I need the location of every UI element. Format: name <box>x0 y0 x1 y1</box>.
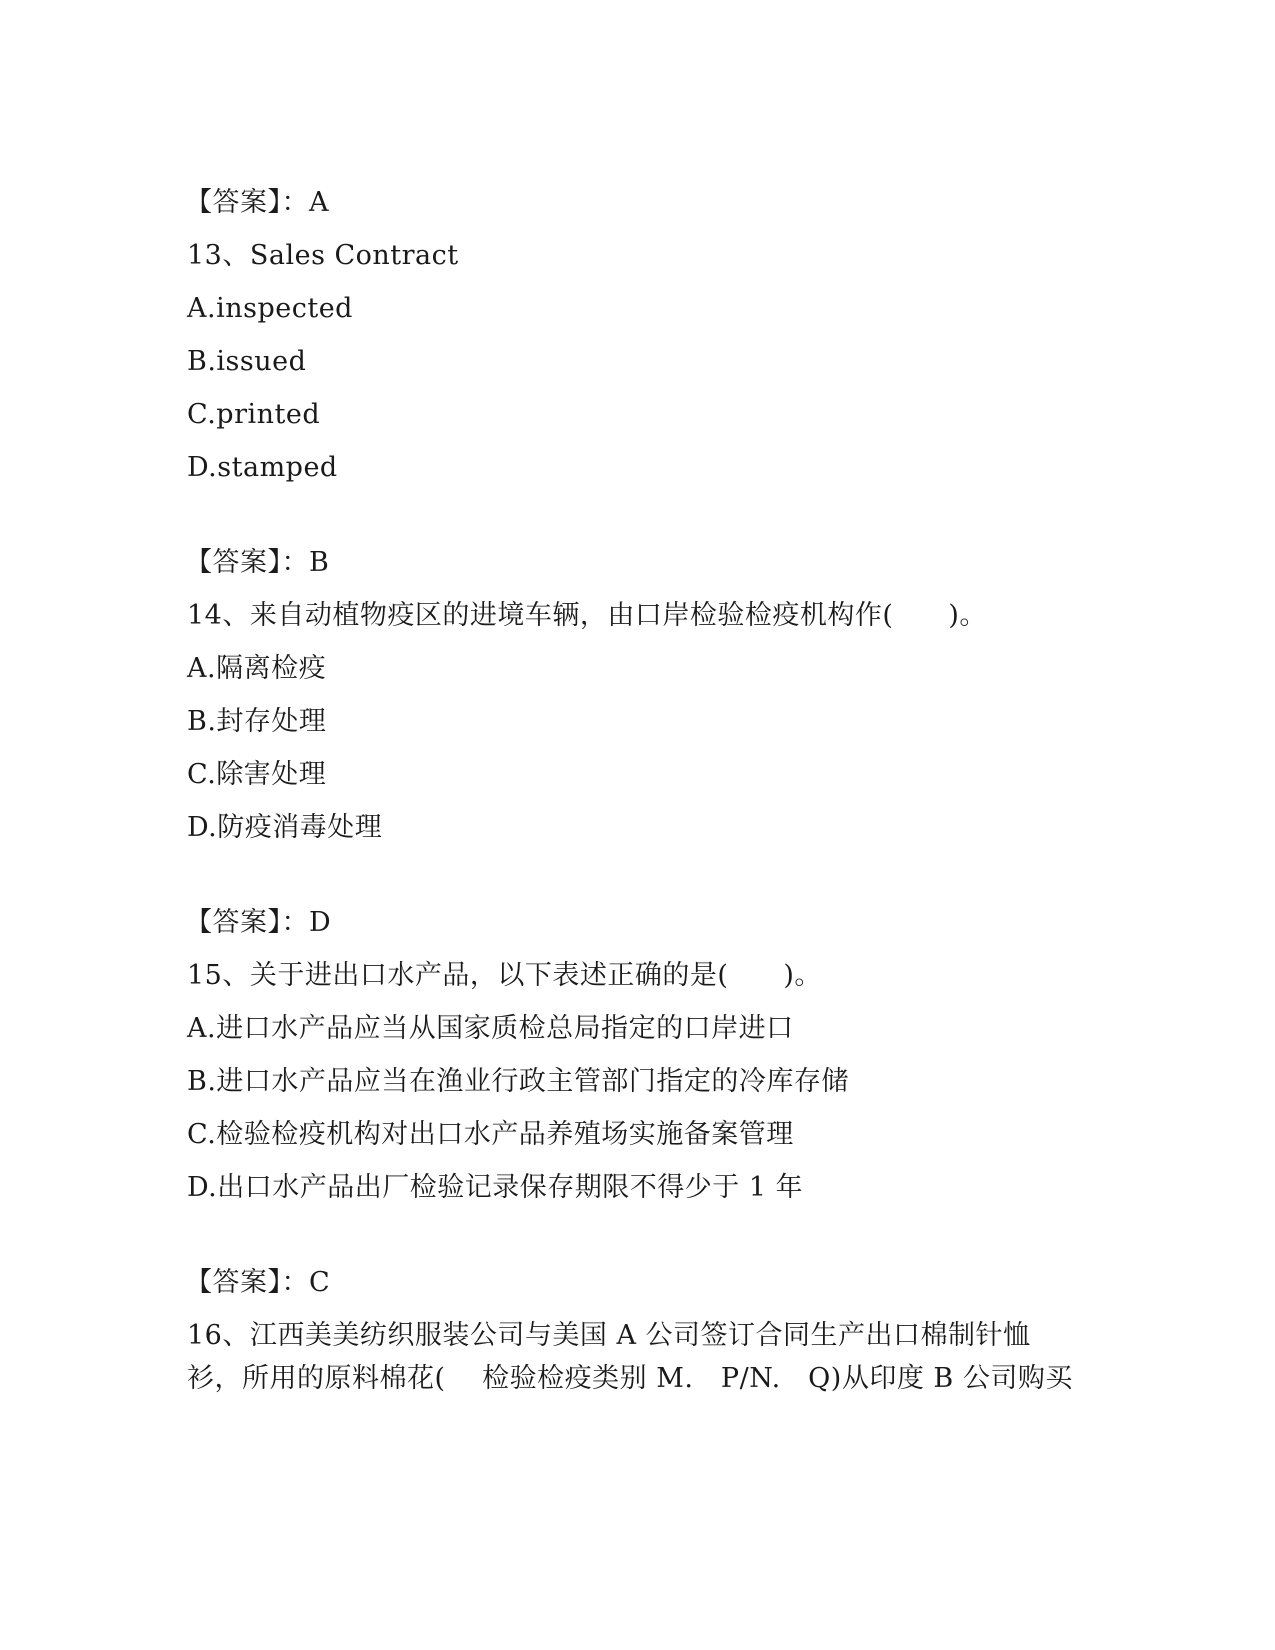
q14-option-d: D.防疫消毒处理 <box>187 812 383 843</box>
q14-option-a: A.隔离检疫 <box>187 653 327 684</box>
question-14: 14、来自动植物疫区的进境车辆，由口岸检验检疫机构作( )。 <box>187 600 987 631</box>
q15-option-b: B.进口水产品应当在渔业行政主管部门指定的冷库存储 <box>187 1066 849 1097</box>
q15-option-a: A.进口水产品应当从国家质检总局指定的口岸进口 <box>187 1013 794 1044</box>
answer-12: 【答案】：A <box>185 187 329 218</box>
question-13: 13、Sales Contract <box>187 240 459 271</box>
question-16-line-2: 衫，所用的原料棉花( 检验检疫类别 M. P/N. Q)从印度 B 公司购买 <box>187 1363 1073 1394</box>
answer-13: 【答案】：B <box>185 547 330 578</box>
q15-option-c: C.检验检疫机构对出口水产品养殖场实施备案管理 <box>187 1119 794 1150</box>
answer-14: 【答案】：D <box>185 907 332 938</box>
q13-option-d: D.stamped <box>187 452 338 483</box>
question-16-line-1: 16、江西美美纺织服装公司与美国 A 公司签订合同生产出口棉制针恤 <box>187 1320 1031 1351</box>
q14-option-b: B.封存处理 <box>187 706 327 737</box>
question-15: 15、关于进出口水产品，以下表述正确的是( )。 <box>187 960 822 991</box>
q15-option-d: D.出口水产品出厂检验记录保存期限不得少于 1 年 <box>187 1172 804 1203</box>
q14-option-c: C.除害处理 <box>187 759 327 790</box>
q13-option-a: A.inspected <box>187 293 353 324</box>
answer-15: 【答案】：C <box>185 1267 331 1298</box>
q13-option-b: B.issued <box>187 346 307 377</box>
q13-option-c: C.printed <box>187 399 321 430</box>
